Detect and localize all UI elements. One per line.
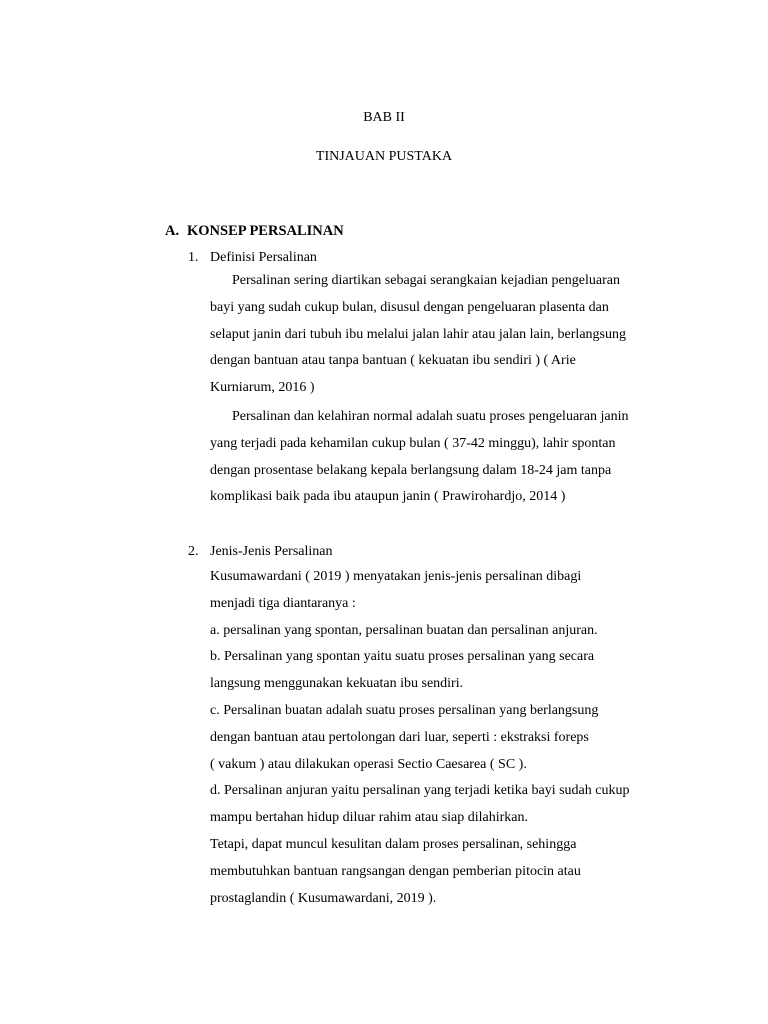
text-line: ( vakum ) atau dilakukan operasi Sectio Caesarea ( SC ). xyxy=(210,756,527,772)
subsection-heading-2 xyxy=(188,542,332,562)
list-item-c: c. Persalinan buatan adalah suatu proses persalinan yang berlangsung xyxy=(210,702,599,718)
text-line: membutuhkan bantuan rangsangan dengan pemberian pitocin atau xyxy=(210,863,581,879)
text-line: selaput janin dari tubuh ibu melalui jalan lahir atau jalan lain, berlangsung xyxy=(210,326,626,342)
text-line: Tetapi, dapat muncul kesulitan dalam proses persalinan, sehingga xyxy=(210,836,577,852)
list-item-b: b. Persalinan yang spontan yaitu suatu proses persalinan yang secara xyxy=(210,649,595,665)
subsection-title: Jenis-Jenis Persalinan xyxy=(210,544,333,559)
text-line: Persalinan sering diartikan sebagai serangkaian kejadian pengeluaran xyxy=(232,273,620,288)
subsection-number: 2. xyxy=(188,544,199,559)
text-line: Kurniarum, 2016 ) xyxy=(210,380,315,396)
text-line: bayi yang sudah cukup bulan, disusul dengan pengeluaran plasenta dan xyxy=(210,299,609,315)
text-line: Kusumawardani ( 2019 ) menyatakan jenis-jenis persalinan dibagi xyxy=(210,569,582,584)
text-line: dengan bantuan atau tanpa bantuan ( kekuatan ibu sendiri ) ( Arie xyxy=(210,353,576,369)
chapter-heading: BAB II xyxy=(363,110,405,125)
subsection-heading-1 xyxy=(188,248,317,268)
text-line: dengan prosentase belakang kepala berlangsung dalam 18-24 jam tanpa xyxy=(210,462,612,478)
chapter-title: TINJAUAN PUSTAKA xyxy=(315,149,453,164)
text-line: Persalinan dan kelahiran normal adalah suatu proses pengeluaran janin xyxy=(232,409,629,424)
section-heading xyxy=(165,221,344,241)
paragraph-jenis xyxy=(210,564,670,912)
list-item-d: d. Persalinan anjuran yaitu persalinan yang terjadi ketika bayi sudah cukup xyxy=(210,783,630,799)
list-item-a: a. persalinan yang spontan, persalinan buatan dan persalinan anjuran. xyxy=(210,622,598,638)
subsection-number: 1. xyxy=(188,250,199,265)
text-line: yang terjadi pada kehamilan cukup bulan ( 37-42 minggu), lahir spontan xyxy=(210,435,616,451)
paragraph-definisi-1 xyxy=(210,268,670,402)
paragraph-definisi-2 xyxy=(210,404,670,511)
text-line: langsung menggunakan kekuatan ibu sendiri. xyxy=(210,676,464,692)
section-title: KONSEP PERSALINAN xyxy=(187,223,344,239)
subsection-title: Definisi Persalinan xyxy=(210,250,317,265)
text-line: prostaglandin ( Kusumawardani, 2019 ). xyxy=(210,890,437,906)
text-line: komplikasi baik pada ibu ataupun janin ( Prawirohardjo, 2014 ) xyxy=(210,489,566,505)
text-line: dengan bantuan atau pertolongan dari luar, seperti : ekstraksi foreps xyxy=(210,729,589,745)
text-line: mampu bertahan hidup diluar rahim atau siap dilahirkan. xyxy=(210,810,529,826)
text-line: menjadi tiga diantaranya : xyxy=(210,595,356,611)
section-letter: A. xyxy=(165,223,180,239)
